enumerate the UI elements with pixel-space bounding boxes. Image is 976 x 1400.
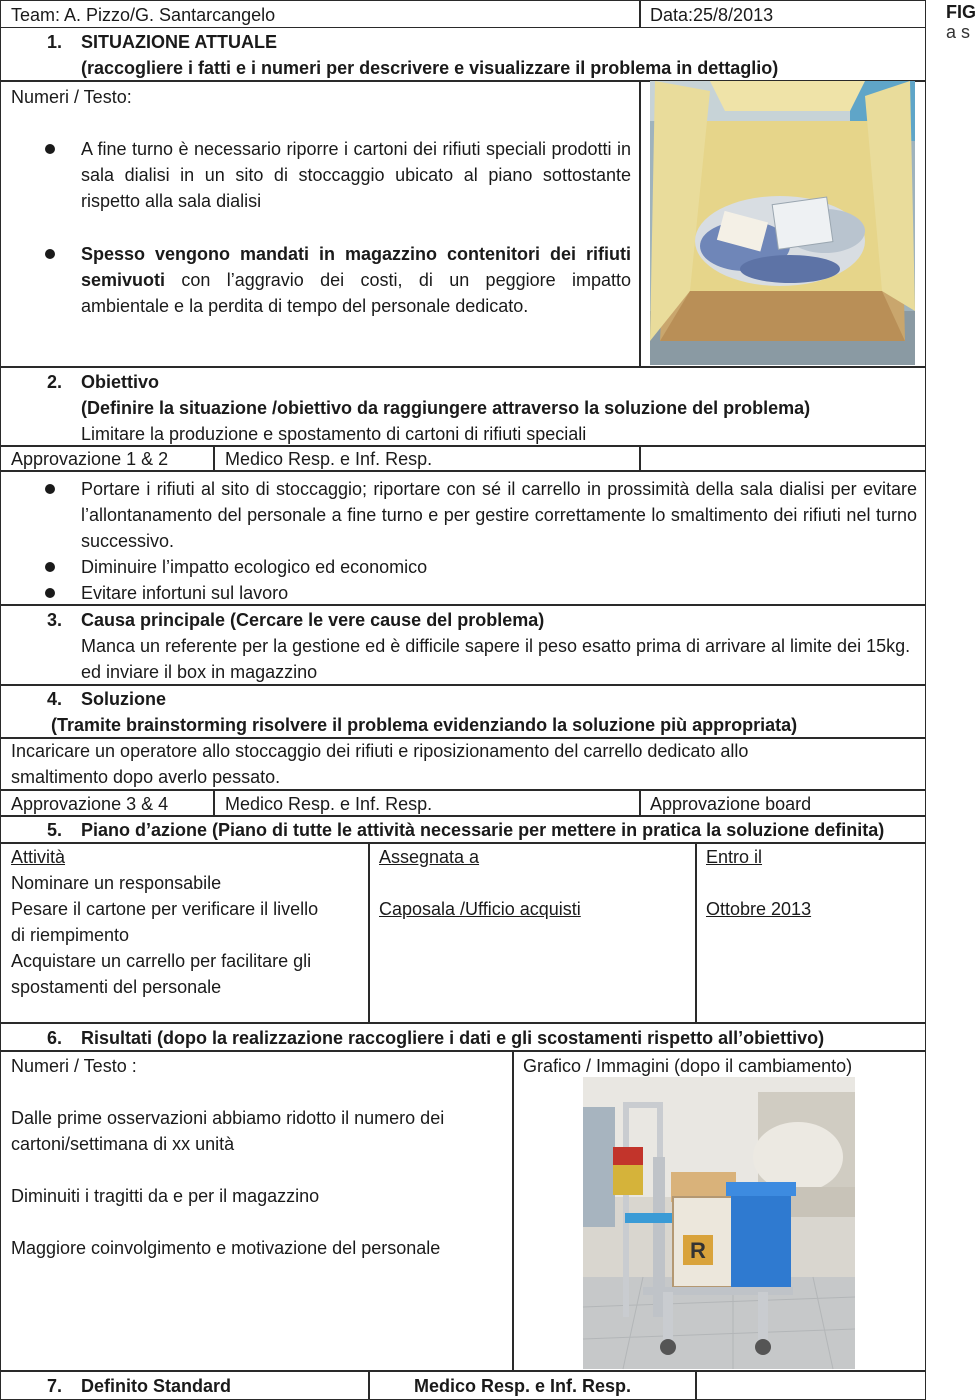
section2-number: 2. [47, 372, 63, 392]
approval34-label: Approvazione 3 & 4 [11, 794, 169, 814]
section5-number: 5. [47, 820, 63, 840]
section7-empty-cell [695, 1370, 926, 1400]
section4-header [0, 684, 926, 739]
result-line: Maggiore coinvolgimento e motivazione del personale [11, 1238, 441, 1258]
approval12-who: Medico Resp. e Inf. Resp. [225, 449, 433, 469]
activity-line: spostamenti del personale [11, 977, 222, 997]
objective-bullet-1: Portare i rifiuti al sito di stoccaggio; riportare con sé il carrello in prossimità della sala dialisi per evitare l’allontanamento del personale a fine turno e per gestire correttamente lo smaltimento dei rifiuti nel turno successivo. [81, 479, 917, 551]
section4-text: Incaricare un operatore allo stoccaggio dei rifiuti e riposizionamento del carrello dedicato allo smaltimento dopo averlo pessato. [11, 741, 749, 787]
section1-header [0, 27, 926, 82]
due-value: Ottobre 2013 [706, 899, 812, 919]
approval12-label-cell [0, 445, 215, 472]
section1-bullet-1: A fine turno è necessario riporre i cartoni dei rifiuti speciali prodotti in sala dialisi in un sito di stoccaggio ubicato al piano sottostante rispetto alla sala dialisi [81, 139, 631, 211]
approval34-who-cell [213, 789, 641, 817]
section2-bullets-cell [0, 470, 926, 606]
section6-number: 6. [47, 1028, 63, 1048]
results-image-cell [512, 1050, 926, 1372]
approval34-label-cell [0, 789, 215, 817]
section6-title: Risultati (dopo la realizzazione raccogliere i dati e gli scostamenti rispetto all’obiettivo) [81, 1028, 825, 1048]
section1-bullet-2-bold: Spesso vengono mandati in magazzino contenitori dei rifiuti semivuoti [81, 244, 631, 290]
due-cell [695, 842, 926, 1024]
approval12-who-cell [213, 445, 641, 472]
section5-header [0, 815, 926, 844]
result-line: Diminuiti i tragitti da e per il magazzino [11, 1186, 320, 1206]
waste-cart-photo [583, 1077, 855, 1369]
assigned-cell [368, 842, 697, 1024]
objective-bullet-3: Evitare infortuni sul lavoro [81, 583, 289, 603]
bullet-dot [45, 144, 55, 154]
bullet-dot [45, 249, 55, 259]
section7-who-cell [368, 1370, 697, 1400]
section4-title: Soluzione [81, 689, 166, 709]
section1-bullet-2-rest: con l’aggravio dei costi, di un peggiore impatto ambientale e la perdita di tempo del personale dedicato. [81, 270, 631, 316]
objective-bullet-2: Diminuire l’impatto ecologico ed economico [81, 557, 428, 577]
date-text: Data:25/8/2013 [650, 5, 774, 25]
approval34-board-cell [639, 789, 926, 817]
approval12-empty-cell [639, 445, 926, 472]
activity-line: di riempimento [11, 925, 130, 945]
activity-line: Pesare il cartone per verificare il livello [11, 899, 319, 919]
results-image-label: Grafico / Immagini (dopo il cambiamento) [523, 1056, 853, 1076]
activity-line: Nominare un responsabile [11, 873, 222, 893]
section3-number: 3. [47, 610, 63, 630]
results-label: Numeri / Testo : [11, 1056, 137, 1076]
activities-header: Attività [11, 847, 66, 867]
section7-title-cell [0, 1370, 370, 1400]
assigned-header: Assegnata a [379, 847, 480, 867]
result-line: Dalle prime osservazioni abbiamo ridotto il numero dei [11, 1108, 445, 1128]
section5-title: Piano d’azione (Piano di tutte le attività necessarie per mettere in pratica la soluzione definita) [81, 820, 885, 840]
section1-subtitle: (raccogliere i fatti e i numeri per descrivere e visualizzare il problema in dettaglio) [81, 58, 779, 78]
edge-text-2: a s [946, 22, 971, 42]
section2-header [0, 366, 926, 447]
due-header: Entro il [706, 847, 763, 867]
date-cell [639, 0, 926, 28]
section1-number: 1. [47, 32, 63, 52]
approval34-who: Medico Resp. e Inf. Resp. [225, 794, 433, 814]
team-cell [0, 0, 641, 28]
waste-box-photo [650, 81, 915, 365]
activities-cell [0, 842, 370, 1024]
section4-number: 4. [47, 689, 63, 709]
section3-text: Manca un referente per la gestione ed è difficile sapere il peso esatto prima di arrivare al limite dei 15kg. ed inviare il box in magazzino [81, 636, 911, 682]
section1-title: SITUAZIONE ATTUALE [81, 32, 277, 52]
result-line: cartoni/settimana di xx unità [11, 1134, 235, 1154]
section7-title: Definito Standard [81, 1376, 232, 1396]
results-text-cell [0, 1050, 514, 1372]
section4-subtitle: (Tramite brainstorming risolvere il problema evidenziando la soluzione più appropriata) [51, 715, 798, 735]
section6-header [0, 1022, 926, 1052]
team-text: Team: A. Pizzo/G. Santarcangelo [11, 5, 276, 25]
section1-label: Numeri / Testo: [11, 87, 132, 107]
section2-subtitle: (Definire la situazione /obiettivo da raggiungere attraverso la soluzione del problema) [81, 398, 811, 418]
bullet-dot [45, 588, 55, 598]
bullet-dot [45, 562, 55, 572]
bullet-dot [45, 484, 55, 494]
section3-title: Causa principale (Cercare le vere cause del problema) [81, 610, 545, 630]
assigned-value: Caposala /Ufficio acquisti [379, 899, 581, 919]
section2-text: Limitare la produzione e spostamento di cartoni di rifiuti speciali [81, 424, 587, 444]
section3-cell [0, 604, 926, 686]
edge-text-1: FIG [946, 2, 976, 22]
section7-who: Medico Resp. e Inf. Resp. [414, 1376, 632, 1396]
section1-bullet-2 [81, 241, 631, 319]
section1-photo-cell [639, 80, 926, 368]
approval12-label: Approvazione 1 & 2 [11, 449, 169, 469]
section2-title: Obiettivo [81, 372, 160, 392]
cart-box-letter: R [690, 1238, 706, 1263]
section7-number: 7. [47, 1376, 63, 1396]
approval34-board: Approvazione board [650, 794, 812, 814]
activity-line: Acquistare un carrello per facilitare gli [11, 951, 312, 971]
section1-text-cell [0, 80, 641, 368]
section4-body [0, 737, 926, 791]
